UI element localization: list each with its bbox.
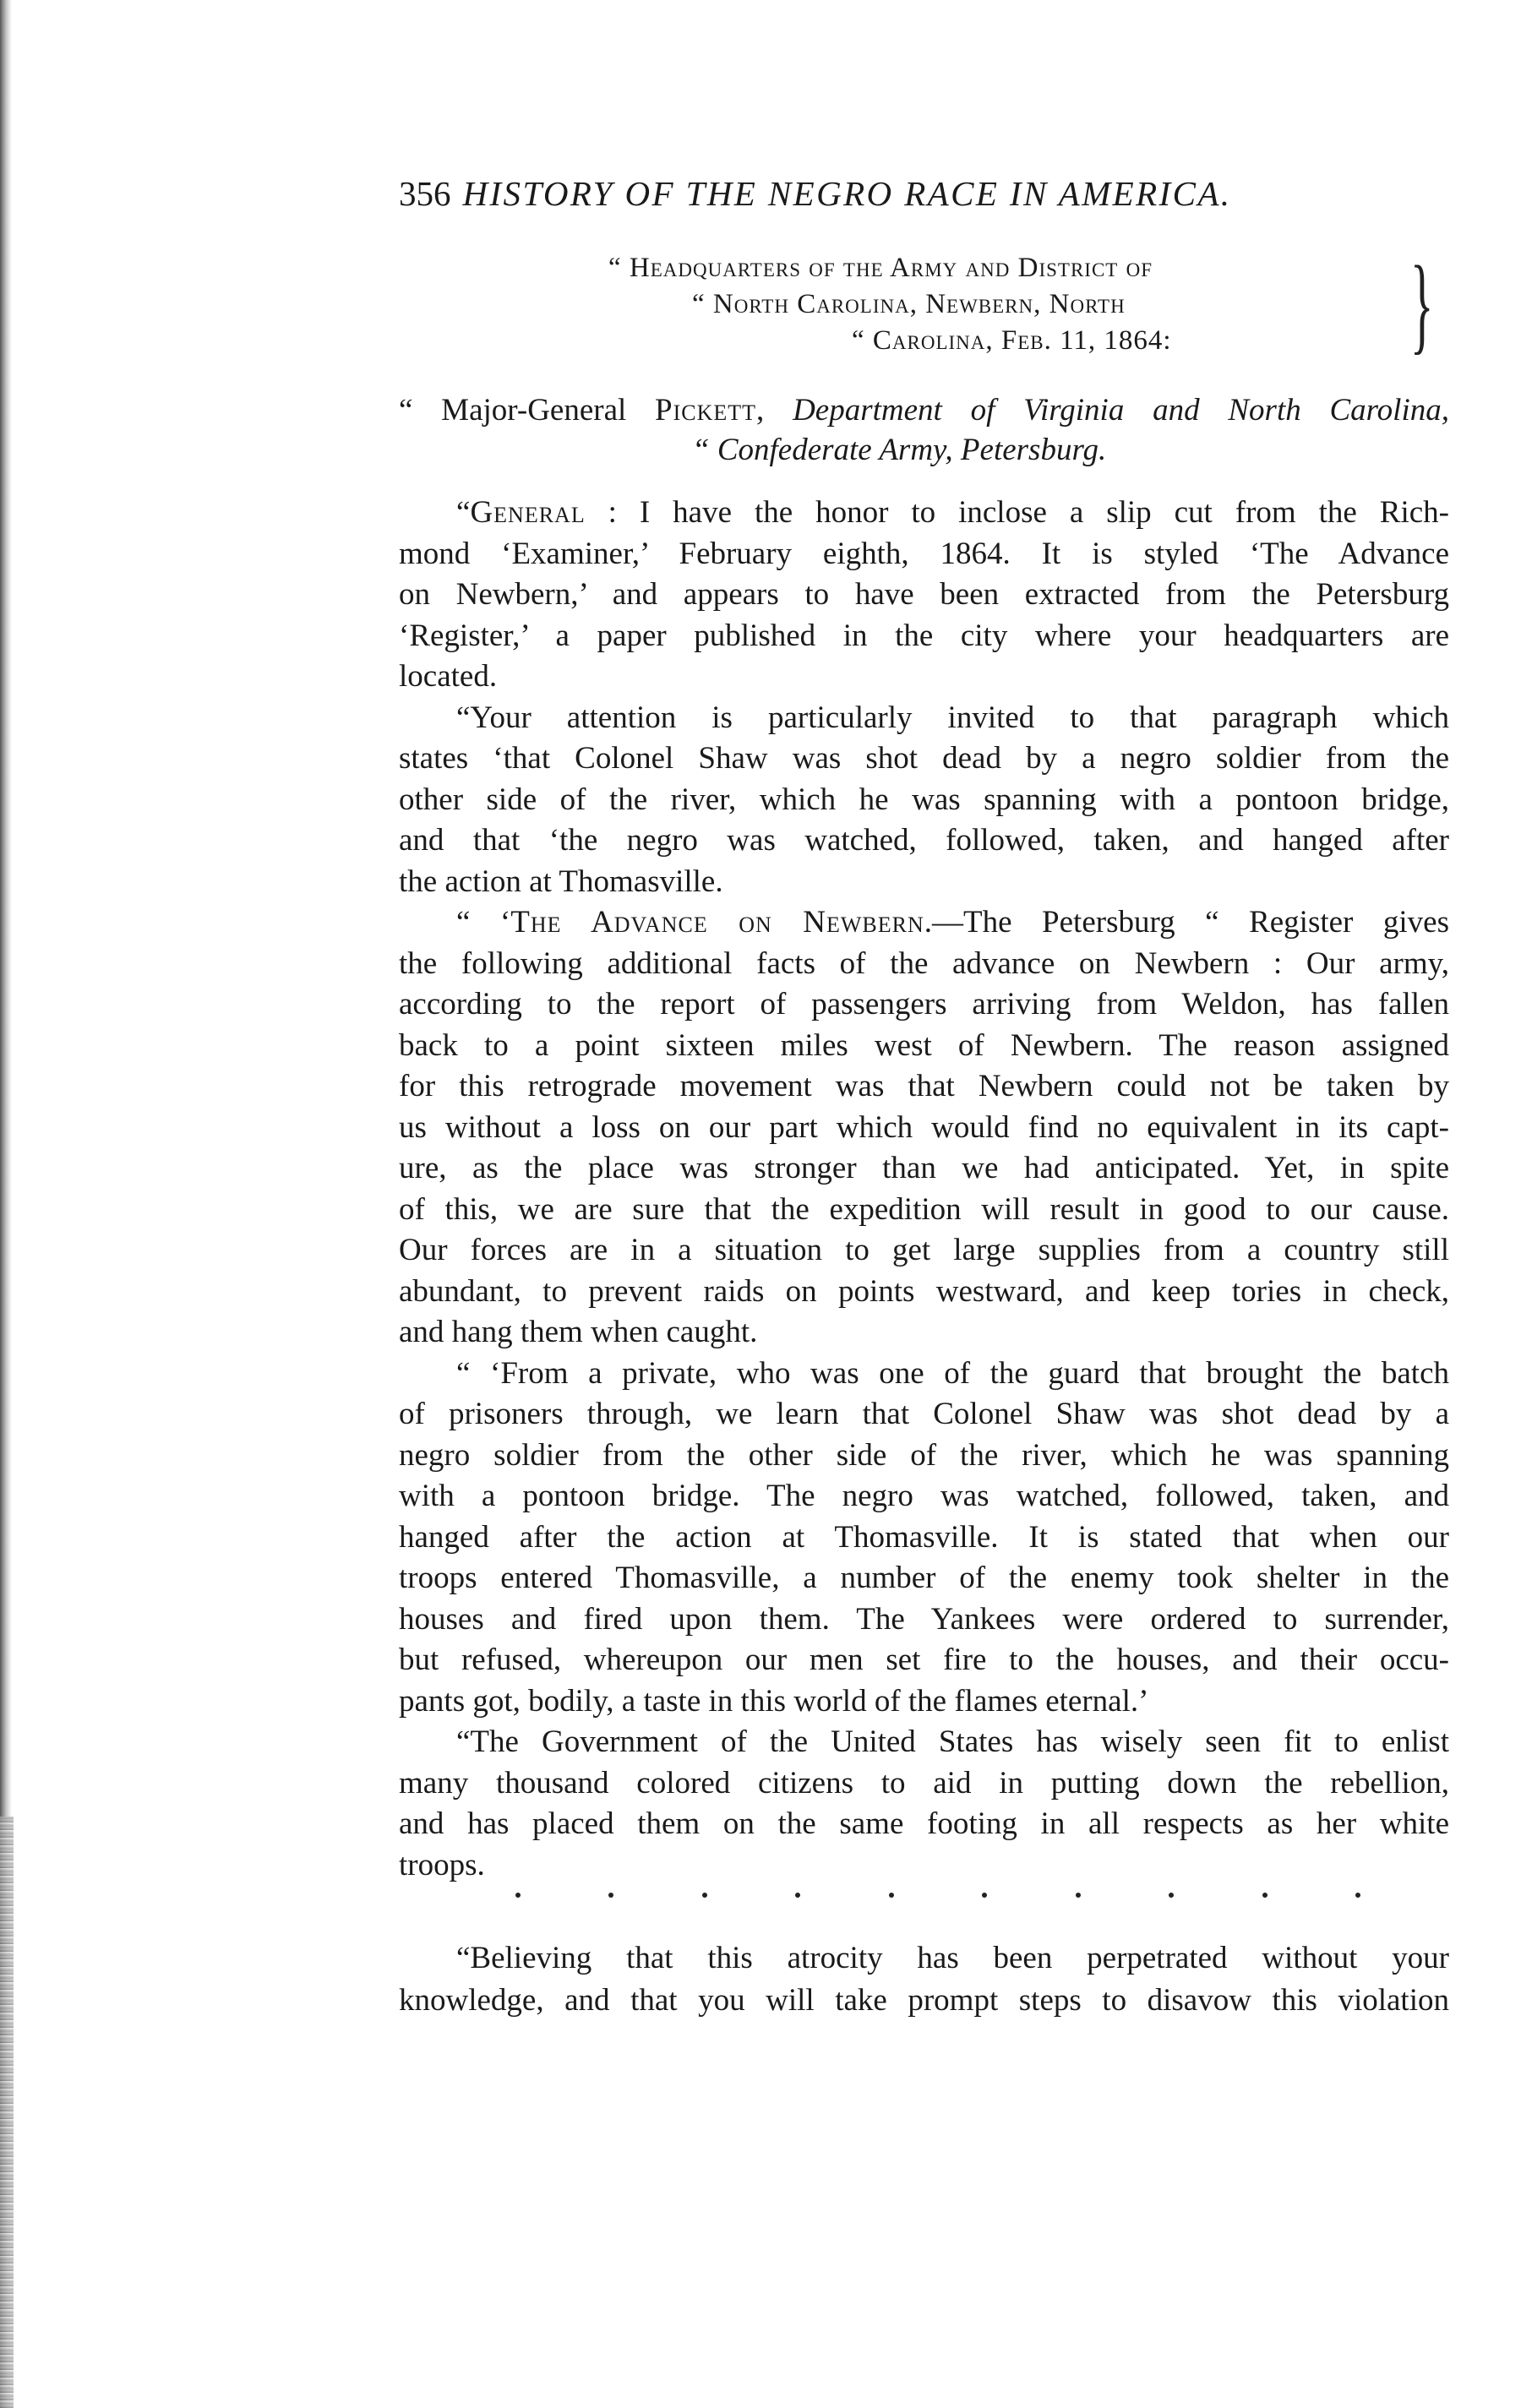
letterhead-line-2: “ North Carolina, Newbern, North xyxy=(692,289,1126,319)
addressee-line-2: “ Confederate Army, Petersburg. xyxy=(692,433,1107,467)
text-segment: “ ‘ xyxy=(456,905,511,940)
running-header xyxy=(399,169,1231,218)
closing-line-1: “Believing that this atrocity has been perpetrated without your xyxy=(456,1941,1449,1975)
ellipsis-dot xyxy=(889,1893,894,1898)
body-line: according to the report of passengers arriving from Weldon, has fallen xyxy=(399,987,1449,1021)
body-line: and has placed them on the same footing in all respects as her white xyxy=(399,1806,1449,1841)
body-line: ure, as the place was stronger than we had anticipated. Yet, in spite xyxy=(399,1151,1449,1185)
body-line: of prisoners through, we learn that Colonel Shaw was shot dead by a xyxy=(399,1397,1449,1431)
body-line: other side of the river, which he was spanning with a pontoon bridge, xyxy=(399,782,1449,817)
body-line: hanged after the action at Thomasville. It is stated that when our xyxy=(399,1519,1449,1555)
body-line: mond ‘Examiner,’ February eighth, 1864. It is styled ‘The Advance xyxy=(399,536,1449,571)
text-segment: : I have the honor to inclose a slip cut from the Rich- xyxy=(585,495,1449,530)
ellipsis-dot xyxy=(608,1893,613,1898)
text-segment: .—The Petersburg “ Register gives xyxy=(924,905,1449,940)
body-line: for this retrograde movement was that Newbern could not be taken by xyxy=(399,1069,1449,1103)
small-caps-text: General xyxy=(470,495,586,530)
text-segment: “ xyxy=(456,495,471,530)
body-line: states ‘that Colonel Shaw was shot dead by a negro soldier from the xyxy=(399,741,1449,776)
body-line xyxy=(399,493,1449,534)
body-line: and that ‘the negro was watched, followed, taken, and hanged after xyxy=(399,823,1449,858)
body-line: troops entered Thomasville, a number of the enemy took shelter in the xyxy=(399,1561,1449,1595)
body-line: with a pontoon bridge. The negro was watched, followed, taken, and xyxy=(399,1479,1449,1513)
running-title: HISTORY OF THE NEGRO RACE IN AMERICA. xyxy=(462,174,1232,213)
ellipsis-dot xyxy=(1169,1893,1174,1898)
body-line xyxy=(399,902,1449,944)
closing-line-2: knowledge, and that you will take prompt steps to disavow this violation xyxy=(399,1983,1449,2018)
addressee-line-1 xyxy=(399,390,1449,432)
body-line: and hang them when caught. xyxy=(399,1315,758,1349)
body-line: of this, we are sure that the expedition will result in good to our cause. xyxy=(399,1191,1449,1227)
addressee-name: Pickett xyxy=(655,393,757,428)
body-line: the action at Thomasville. xyxy=(399,864,723,899)
ellipsis-dot xyxy=(795,1893,800,1898)
body-line: the following additional facts of the advance on Newbern : Our army, xyxy=(399,945,1449,981)
body-line: located. xyxy=(399,659,498,694)
body-line: many thousand colored citizens to aid in putting down the rebellion, xyxy=(399,1765,1449,1801)
scan-edge-noise xyxy=(0,1817,14,2408)
body-line: us without a loss on our part which would find no equivalent in its capt- xyxy=(399,1109,1449,1145)
body-line: Our forces are in a situation to get large supplies from a country still xyxy=(399,1233,1449,1267)
body-line: abundant, to prevent raids on points westward, and keep tories in check, xyxy=(399,1273,1449,1309)
body-line: negro soldier from the other side of the river, which he was spanning xyxy=(399,1437,1449,1473)
ellipsis-dot xyxy=(702,1893,707,1898)
ellipsis-row xyxy=(515,1893,1360,1898)
brace-icon: } xyxy=(1409,244,1434,364)
body-line: “Your attention is particularly invited to that paragraph which xyxy=(456,700,1449,735)
ellipsis-dot xyxy=(515,1893,521,1898)
body-line: houses and fired upon them. The Yankees were ordered to surrender, xyxy=(399,1601,1449,1637)
addressee-rank: “ Major-General xyxy=(399,393,656,428)
body-line: “ ‘From a private, who was one of the guard that brought the batch xyxy=(456,1355,1449,1391)
ellipsis-dot xyxy=(1355,1893,1360,1898)
body-line: pants got, bodily, a taste in this world of the flames eternal.’ xyxy=(399,1683,1149,1719)
letterhead-line-1: “ Headquarters of the Army and District of xyxy=(608,253,1153,283)
ellipsis-dot xyxy=(982,1893,987,1898)
ellipsis-dot xyxy=(1262,1893,1268,1898)
body-line: ‘Register,’ a paper published in the city where your headquarters are xyxy=(399,618,1449,653)
body-line: back to a point sixteen miles west of Newbern. The reason assigned xyxy=(399,1027,1449,1063)
page-number: 356 xyxy=(399,174,451,213)
body-line: on Newbern,’ and appears to have been extracted from the Petersburg xyxy=(399,577,1449,612)
small-caps-text: The Advance on Newbern xyxy=(510,905,924,940)
body-line: but refused, whereupon our men set fire to the houses, and their occu- xyxy=(399,1643,1449,1677)
body-line: troops. xyxy=(399,1847,485,1882)
letterhead-line-3: “ Carolina, Feb. 11, 1864: xyxy=(852,325,1172,356)
separator: , xyxy=(756,393,793,428)
addressee-department: Department of Virginia and North Carolina, xyxy=(793,393,1449,428)
body-line: “The Government of the United States has wisely seen fit to enlist xyxy=(456,1724,1449,1759)
ellipsis-dot xyxy=(1076,1893,1081,1898)
